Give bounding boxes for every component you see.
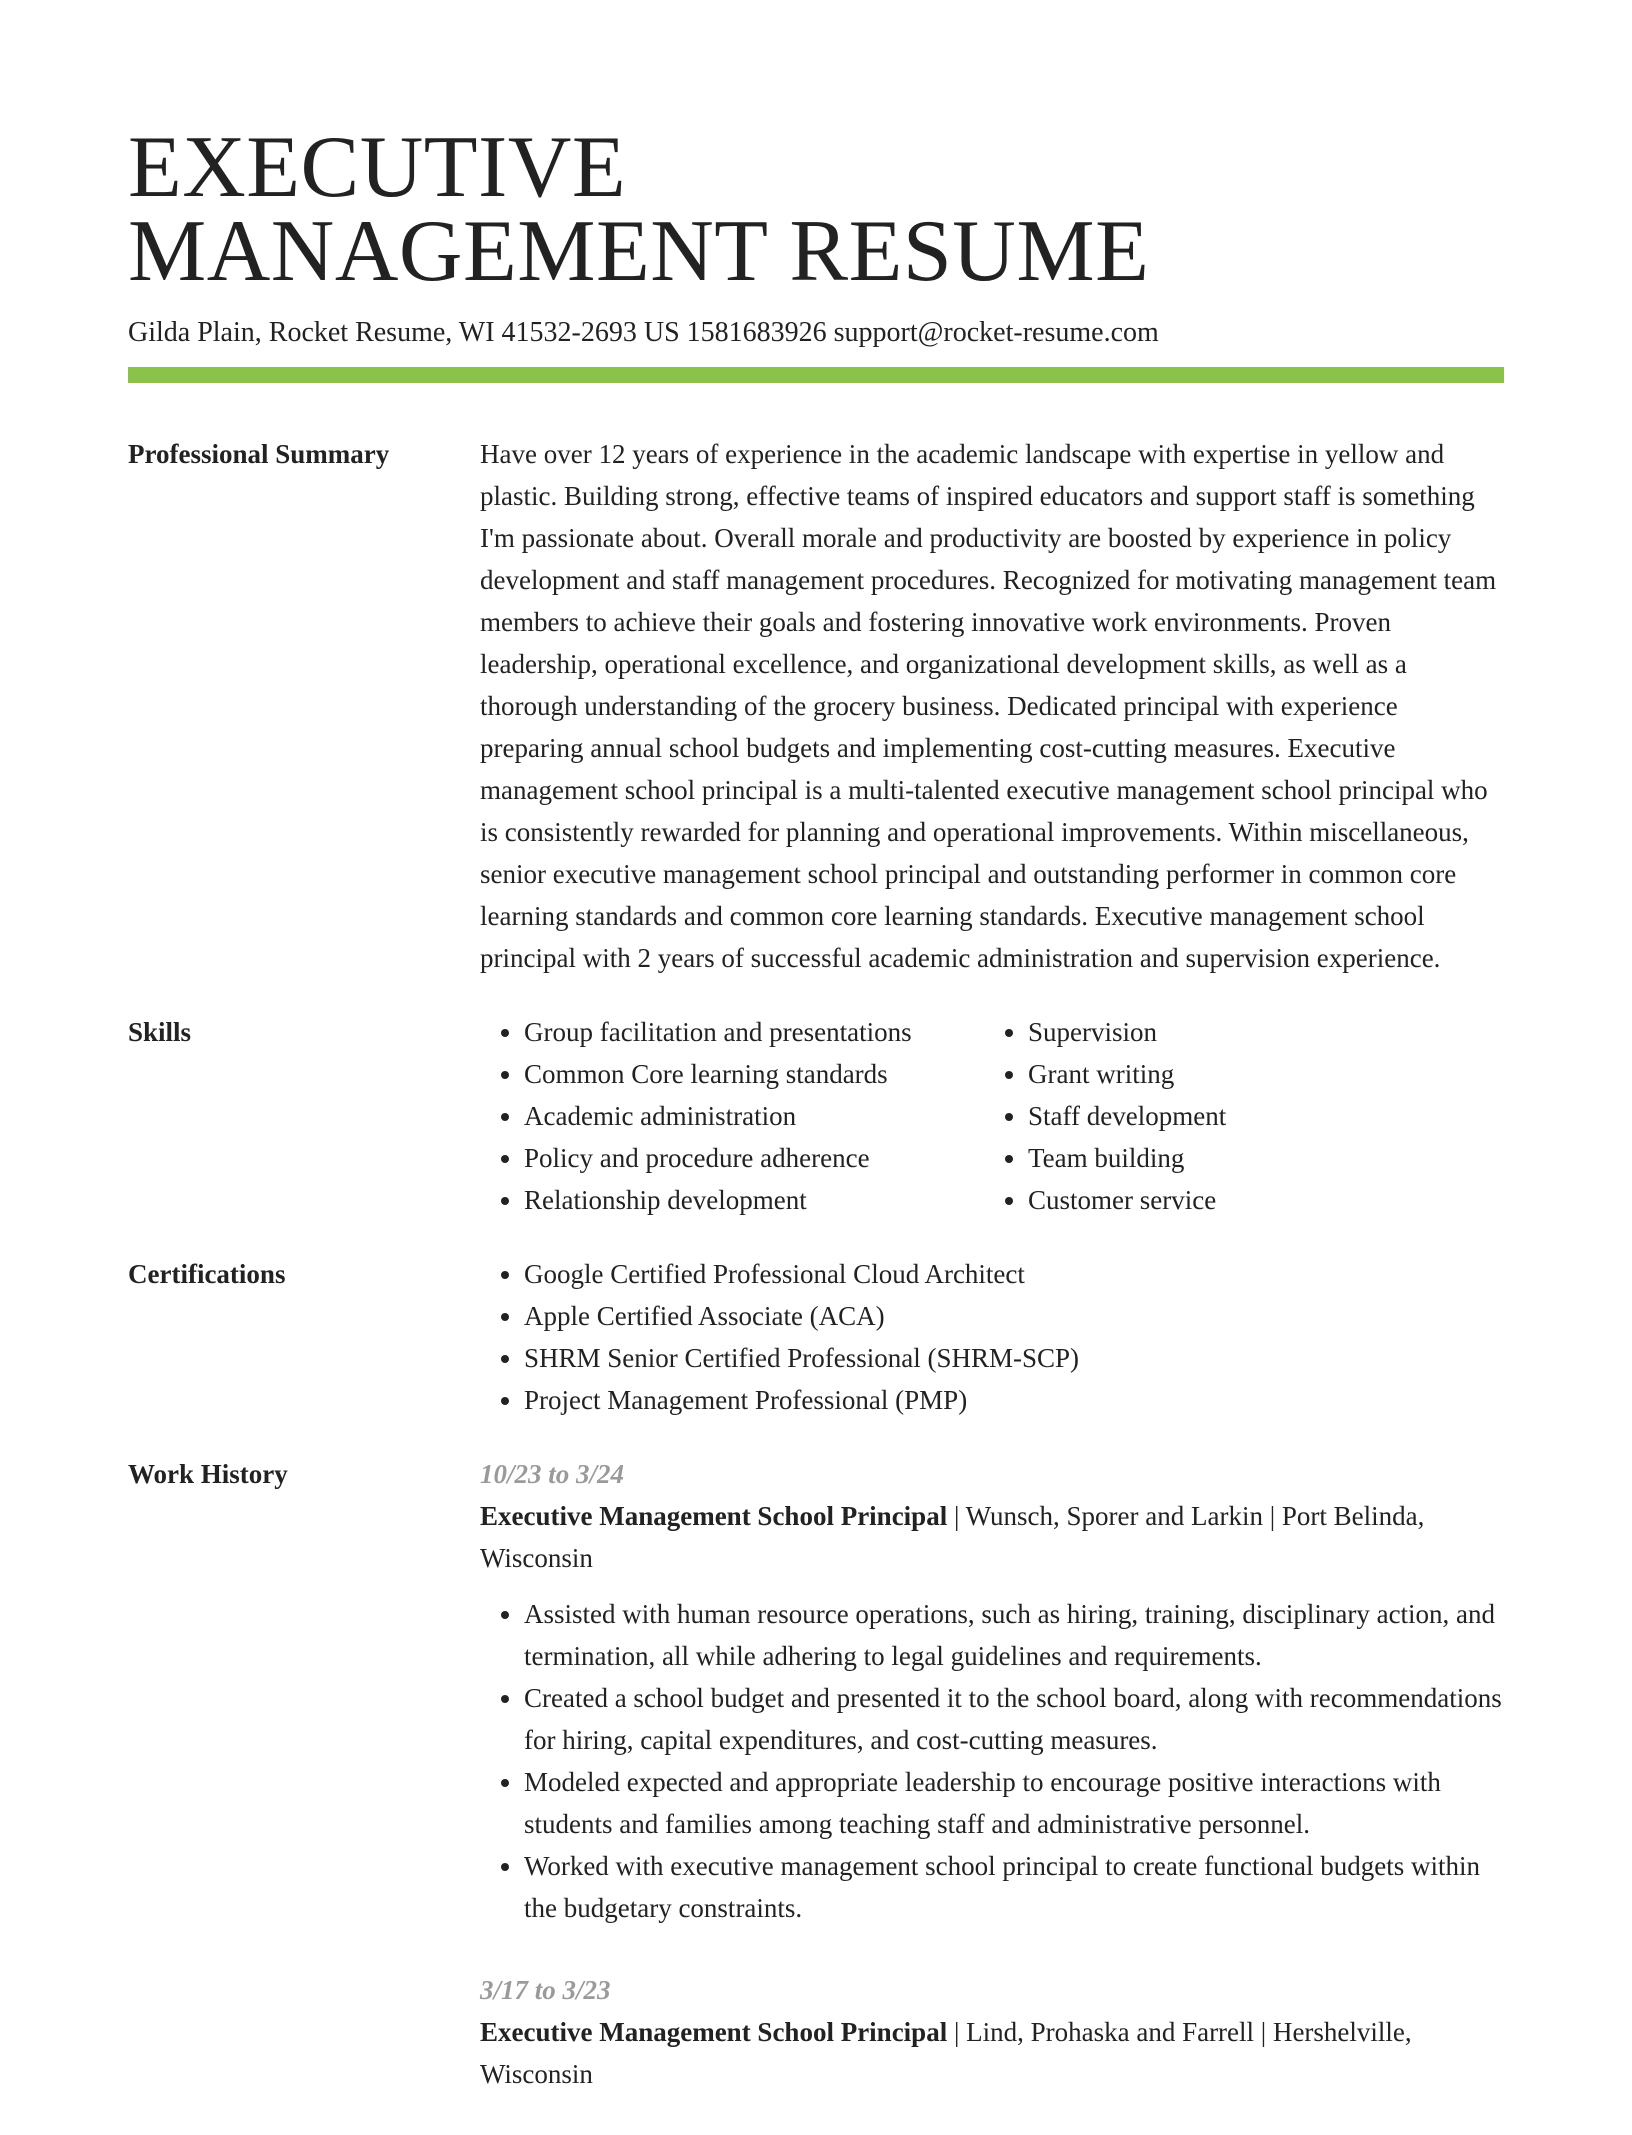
skill-item: • Staff development [1028, 1095, 1504, 1137]
resume-title [128, 119, 1504, 300]
section-label: Skills [128, 1017, 192, 1047]
skill-item: • Relationship development [524, 1179, 984, 1221]
certification-item: • Google Certified Professional Cloud Architect [524, 1253, 1504, 1295]
job-bullet: • Worked with executive management school principal to create functional budgets within the budgetary constraints. [524, 1845, 1504, 1929]
certification-item: • Project Management Professional (PMP) [524, 1379, 1504, 1421]
summary-text: Have over 12 years of experience in the academic landscape with expertise in yellow and plastic. Building strong, effective teams of inspired educators and support staff is something I'm passionate about. Overall morale and productivity are boosted by experience in policy development and staff management procedures. Recognized for motivating management team members to achieve their goals and fostering innovative work environments. Proven leadership, operational excellence, and organizational development skills, as well as a thorough understanding of the grocery business. Dedicated principal with experience preparing annual school budgets and implementing cost-cutting measures. Executive management school principal is a multi-talented executive management school principal who is consistently rewarded for planning and operational improvements. Within miscellaneous, senior executive management school principal and outstanding performer in common core learning standards and common core learning standards. Executive management school principal with 2 years of successful academic administration and supervision experience. [480, 439, 1497, 973]
job-title: Executive Management School Principal [480, 2017, 948, 2047]
resume-title-line-1: EXECUTIVE [128, 119, 627, 216]
certifications-list [480, 1253, 1504, 1421]
skill-item: • Policy and procedure adherence [524, 1137, 984, 1179]
job-heading [480, 1495, 1504, 1579]
job-details: | Wunsch, Sporer and Larkin | Port Belinda, Wisconsin [480, 1501, 1425, 1573]
job-details: | Lind, Prohaska and Farrell | Hershelville, Wisconsin [480, 2017, 1412, 2089]
accent-divider [128, 367, 1504, 383]
section-body [480, 1453, 1504, 2135]
skills-list-right [984, 1011, 1504, 1221]
resume-page [128, 119, 1504, 2135]
certification-item: • SHRM Senior Certified Professional (SHRM-SCP) [524, 1337, 1504, 1379]
job-bullet: • Modeled expected and appropriate leadership to encourage positive interactions with students and families among teaching staff and administrative personnel. [524, 1761, 1504, 1845]
skills-columns [480, 1011, 1504, 1221]
section-label: Work History [128, 1459, 288, 1489]
skills-list-left [480, 1011, 984, 1221]
skill-item: • Group facilitation and presentations [524, 1011, 984, 1053]
job-bullet: • Assisted with human resource operations, such as hiring, training, disciplinary action, and termination, all while adhering to legal guidelines and requirements. [524, 1593, 1504, 1677]
skill-item: • Academic administration [524, 1095, 984, 1137]
job-title: Executive Management School Principal [480, 1501, 948, 1531]
skill-item: • Common Core learning standards [524, 1053, 984, 1095]
contact-line: Gilda Plain, Rocket Resume, WI 41532-2693 US 1581683926 support@rocket-resume.com [128, 317, 1159, 348]
section-body [480, 433, 1504, 979]
certifications-section [128, 1253, 1504, 1421]
section-label: Certifications [128, 1259, 286, 1289]
job-heading [480, 2011, 1504, 2095]
job-bullet: • Created a school budget and presented it to the school board, along with recommendations for hiring, capital expenditures, and cost-cutting measures. [524, 1677, 1504, 1761]
skill-item: • Supervision [1028, 1011, 1504, 1053]
section-body [480, 1253, 1504, 1421]
job-entry [480, 1453, 1504, 1929]
professional-summary-section [128, 433, 1504, 979]
job-dates: 10/23 to 3/24 [480, 1459, 625, 1489]
skills-section [128, 1011, 1504, 1221]
job-bullets [480, 1593, 1504, 1929]
skill-item: • Customer service [1028, 1179, 1504, 1221]
skill-item: • Grant writing [1028, 1053, 1504, 1095]
resume-title-line-2: MANAGEMENT RESUME [128, 203, 1150, 300]
work-history-section [128, 1453, 1504, 2135]
skill-item: • Team building [1028, 1137, 1504, 1179]
job-entry [480, 1969, 1504, 2095]
certification-item: • Apple Certified Associate (ACA) [524, 1295, 1504, 1337]
job-dates: 3/17 to 3/23 [480, 1975, 611, 2005]
section-label: Professional Summary [128, 439, 390, 469]
